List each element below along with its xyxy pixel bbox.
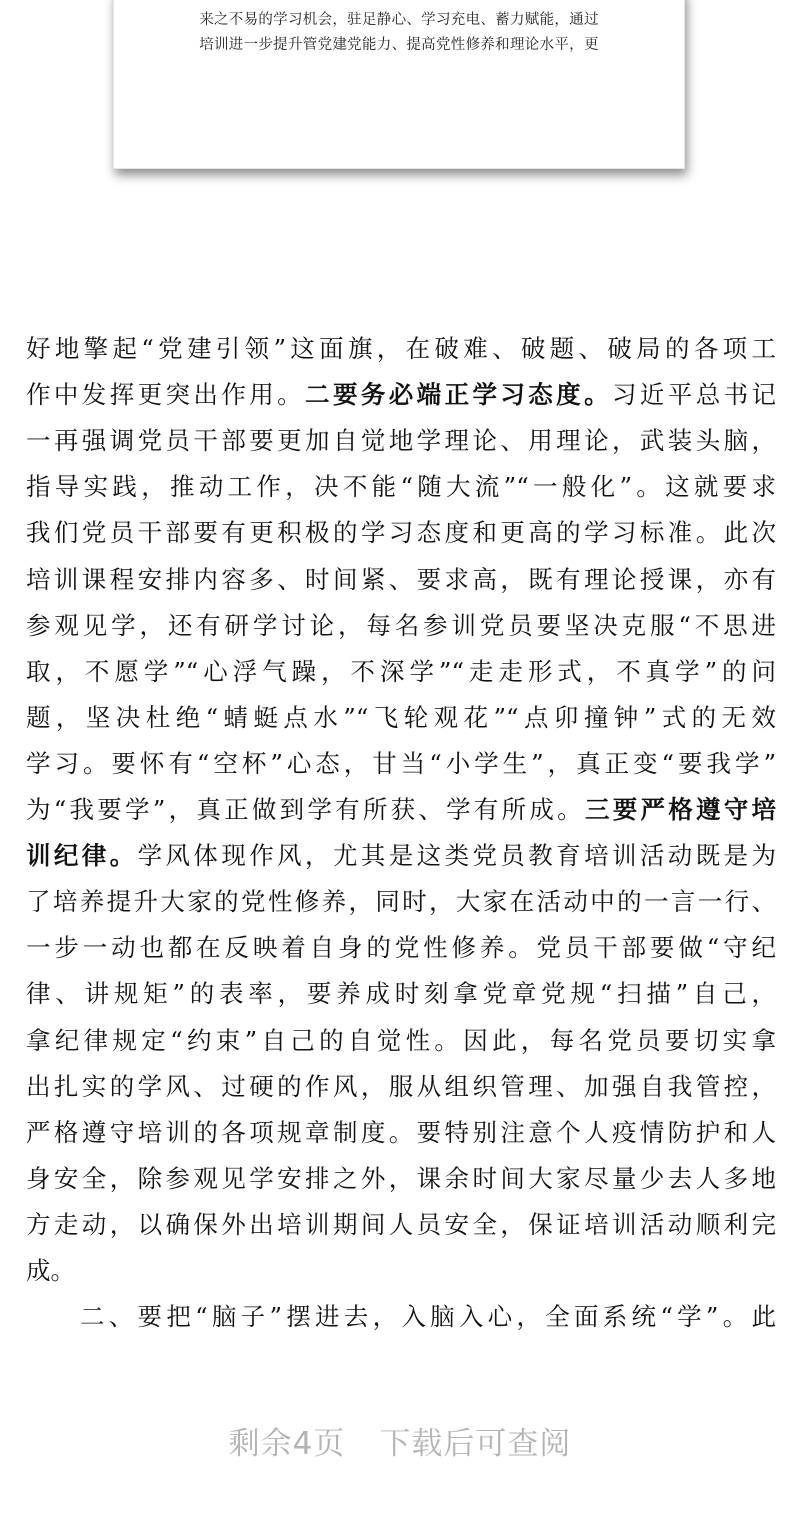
body-text: 一再强调党员干部要更加自觉地学理论、用理论，武装头脑， (26, 426, 776, 456)
body-text: 好地擎起“党建引领”这面旗，在破难、破题、破局的各项工 (26, 334, 776, 363)
emphasis-text: 二要务必端正学习态度。 (305, 380, 612, 410)
body-text: 取，不愿学”“心浮气躁，不深学”“走走形式，不真学”的问 (26, 656, 776, 686)
body-text-line (26, 372, 776, 418)
body-text-line (26, 418, 776, 464)
body-text: 学习。要怀有“空杯”心态，甘当“小学生”，真正变“要我学” (26, 748, 776, 778)
body-text: 了培养提升大家的党性修养，同时，大家在活动中的一言一行、 (26, 887, 776, 917)
body-text-line (26, 1110, 776, 1156)
body-text: 一步一动也都在反映着自身的党性修养。党员干部要做“守纪 (26, 933, 776, 963)
body-text: 指导实践，推动工作，决不能“随大流”“一般化”。这就要求 (26, 472, 776, 502)
body-text-line (26, 1202, 776, 1248)
body-text: 律、讲规矩”的表率，要养成时刻拿党章党规“扫描”自己， (26, 979, 776, 1009)
preview-line: 培训进一步提升管党建党能力、提高党性修养和理论水平，更 (199, 37, 599, 53)
body-text: 培训课程安排内容多、时间紧、要求高，既有理论授课，亦有 (26, 564, 776, 594)
body-text: 身安全，除参观见学安排之外，课余时间大家尽量少去人多地 (26, 1163, 776, 1193)
body-text-line (26, 603, 776, 649)
body-text-line (26, 1248, 776, 1294)
body-text-line (26, 787, 776, 833)
body-text-line (26, 1156, 776, 1202)
body-text-line (26, 879, 776, 925)
body-text-line (26, 326, 776, 372)
body-text: 学风体现作风，尤其是这类党员教育培训活动既是为 (137, 841, 777, 871)
body-text-line (26, 971, 776, 1017)
body-text-line (26, 833, 776, 879)
body-text: 拿纪律规定“约束”自己的自觉性。因此，每名党员要切实拿 (26, 1025, 776, 1055)
body-text: 二、要把“脑子”摆进去，入脑入心，全面系统“学”。此 (80, 1302, 776, 1332)
body-text: 方走动，以确保外出培训期间人员安全，保证培训活动顺利完 (26, 1209, 776, 1239)
body-text-line (26, 464, 776, 510)
body-text: 习近平总书记 (612, 380, 777, 410)
body-text: 严格遵守培训的各项规章制度。要特别注意个人疫情防护和人 (26, 1117, 776, 1147)
body-text-line (26, 557, 776, 603)
body-text-line (26, 1064, 776, 1110)
document-preview-card (113, 0, 685, 169)
remaining-pages-label: 剩余4页 (228, 1426, 346, 1462)
body-text-line (26, 510, 776, 556)
preview-line: 来之不易的学习机会，驻足静心、学习充电、蓄力赋能，通过 (199, 12, 599, 28)
download-to-view-label[interactable]: 下载后可查阅 (379, 1426, 572, 1462)
body-text-line (26, 741, 776, 787)
body-text-line (80, 1294, 776, 1340)
download-prompt[interactable] (0, 1418, 800, 1463)
body-text: 为“我要学”，真正做到学有所获、学有所成。 (26, 795, 585, 824)
body-text: 成。 (26, 1256, 75, 1285)
emphasis-text: 三要严格遵守培 (584, 795, 776, 824)
body-text: 作中发挥更突出作用。 (26, 380, 306, 410)
body-text: 我们党员干部要有更积极的学习态度和更高的学习标准。此次 (26, 518, 776, 548)
body-text-line (26, 1018, 776, 1064)
body-text-line (26, 649, 776, 695)
body-text: 题，坚决杜绝“蜻蜓点水”“飞轮观花”“点卯撞钟”式的无效 (26, 702, 776, 732)
body-text: 出扎实的学风、过硬的作风，服从组织管理、加强自我管控， (26, 1071, 776, 1101)
emphasis-text: 训纪律。 (26, 841, 138, 871)
body-text: 参观见学，还有研学讨论，每名参训党员要坚决克服“不思进 (26, 610, 776, 640)
body-text-line (26, 925, 776, 971)
body-text-line (26, 695, 776, 741)
